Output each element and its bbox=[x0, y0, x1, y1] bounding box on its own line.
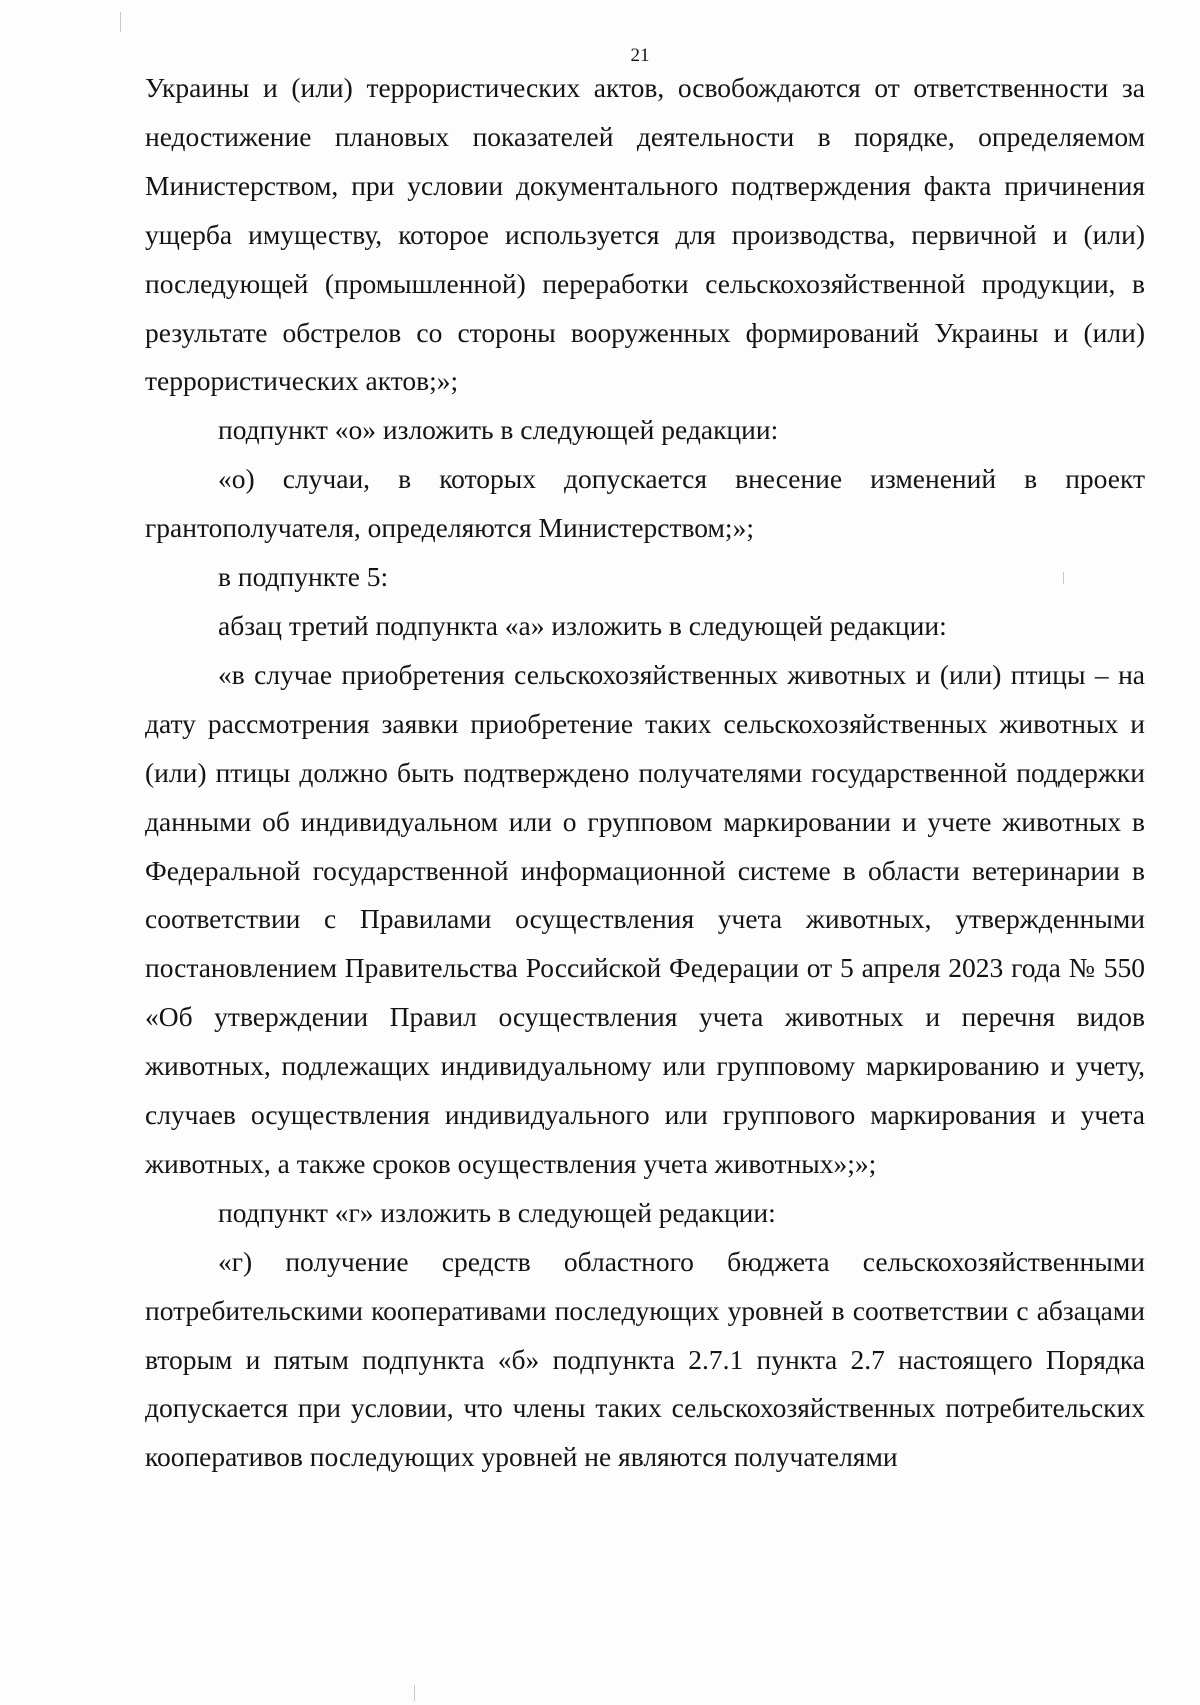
scan-artifact bbox=[414, 1685, 415, 1701]
paragraph-subitem-g: «г) получение средств областного бюджета сельскохозяйственными потребительскими кооперативами последующих уровней в соответствии с абзацами вторым и пятым подпункта «б» подпункта 2.7.1 пункта 2.7 настоящего Порядка допускается при условии, что члены таких сельскохозяйственных потребительских кооперативов последующих уровней не являются получателями bbox=[145, 1245, 1145, 1473]
paragraph-amendment-instruction: абзац третий подпункта «а» изложить в следующей редакции: bbox=[218, 609, 947, 641]
paragraph-animals-purchase: «в случае приобретения сельскохозяйственных животных и (или) птицы – на дату рассмотрения заявки приобретение таких сельскохозяйственных животных и (или) птицы должно быть подтверждено получателями государственной поддержки данными об индивидуальном или о групповом маркировании и учете животных в Федеральной государственной информационной системе в области ветеринарии в соответствии с Правилами осуществления учета животных, утвержденными постановлением Правительства Российской Федерации от 5 апреля 2023 года № 550 «Об утверждении Правил осуществления учета животных и перечня видов животных, подлежащих индивидуальному или групповому маркированию и учету, случаев осуществления индивидуального или группового маркирования и учета животных, а также сроков осуществления учета животных»;»; bbox=[145, 658, 1145, 1179]
paragraph-subitem-o: «о) случаи, в которых допускается внесение изменений в проект грантополучателя, определяются Министерством;»; bbox=[145, 463, 1145, 544]
paragraph-amendment-instruction: подпункт «о» изложить в следующей редакции: bbox=[218, 414, 779, 446]
paragraph-continuation: Украины и (или) террористических актов, освобождаются от ответственности за недостижение плановых показателей деятельности в порядке, определяемом Министерством, при условии документального подтверждения факта причинения ущерба имуществу, которое используется для производства, первичной и (или) последующей (промышленной) переработки сельскохозяйственной продукции, в результате обстрелов со стороны вооруженных формирований Украины и (или) террористических актов;»; bbox=[145, 72, 1145, 397]
paragraph-subsection-5: в подпункте 5: bbox=[218, 561, 389, 593]
scan-artifact bbox=[120, 12, 121, 32]
paragraph-amendment-instruction: подпункт «г» изложить в следующей редакции: bbox=[218, 1196, 776, 1228]
page-number: 21 bbox=[630, 45, 650, 66]
document-body bbox=[145, 64, 1145, 1482]
